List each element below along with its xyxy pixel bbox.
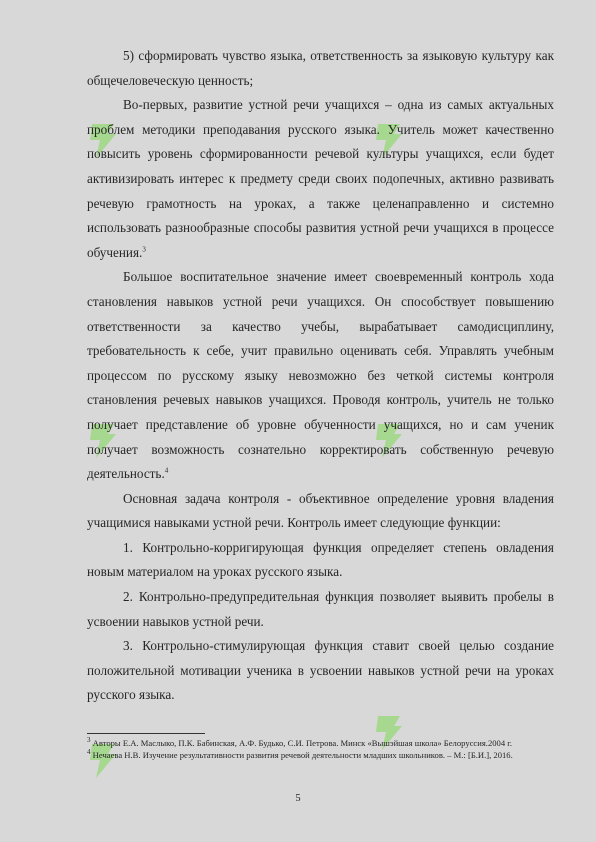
paragraph: 1. Контрольно-корригирующая функция определяет степень овладения новым материалом на уроках русского языка. [87, 539, 554, 580]
footnote-number: 3 [87, 736, 91, 745]
paragraph: Большое воспитательное значение имеет своевременный контроль хода становления навыков устной речи учащихся. Он способствует повышению ответственности за качество учебы, вырабатывает самодисциплину, требовательность к себе, учит правильно оценивать себя. Управлять учебным процессом по русскому языку невозможно без четкой системы контроля становления речевых навыков учащихся. Проводя контроль, учитель не только получает представление об уровне обученности учащихся, но и сам ученик получает возможность сознательно корректировать собственную речевую деятельность.$^4$ [87, 269, 554, 482]
footnote-ref: 4 [164, 466, 169, 475]
paragraph: Во-первых, развитие устной речи учащихся – одна из самых актуальных проблем методики преподавания русского языка. Учитель может качественно повысить уровень сформированности речевой культуры учащихся, если будет активизировать интерес к предмету среди своих подопечных, активно развивать речевую грамотность на уроках, а также целенаправленно и системно использовать разнообразные способы развития устной речи учащихся в процессе обучения.$^3$ [87, 97, 554, 260]
footnote-number: 4 [87, 747, 91, 756]
paragraph: 5) сформировать чувство языка, ответственность за языковую культуру как общечеловеческую ценность; [87, 48, 554, 88]
footnotes [87, 738, 554, 761]
paragraph: 2. Контрольно-предупредительная функция позволяет выявить пробелы в усвоении навыков устной речи. [87, 589, 554, 629]
footnote-divider [87, 733, 205, 734]
paragraph: 3. Контрольно-стимулирующая функция ставит своей целью создание положительной мотивации ученика в усвоении навыков устной речи на уроках русского языка. [87, 638, 554, 703]
page-number: 5 [295, 793, 301, 804]
paragraph: Основная задача контроля - объективное определение уровня владения учащимися навыками устной речи. Контроль имеет следующие функции: [87, 490, 554, 531]
footnote: $^4$ Нечаева Н.В. Изучение результативности развития речевой деятельности младших школьников. – М.: [Б.И.], 2016. [87, 747, 513, 760]
footnote-ref: 3 [142, 245, 146, 254]
footnote: $^3$ Авторы Е.А. Маслыко, П.К. Бабинская, А.Ф. Будько, С.И. Петрова. Минск «Вышэйшая школа» Белоруссия.2004 г. [87, 736, 512, 748]
body-text [87, 44, 554, 708]
